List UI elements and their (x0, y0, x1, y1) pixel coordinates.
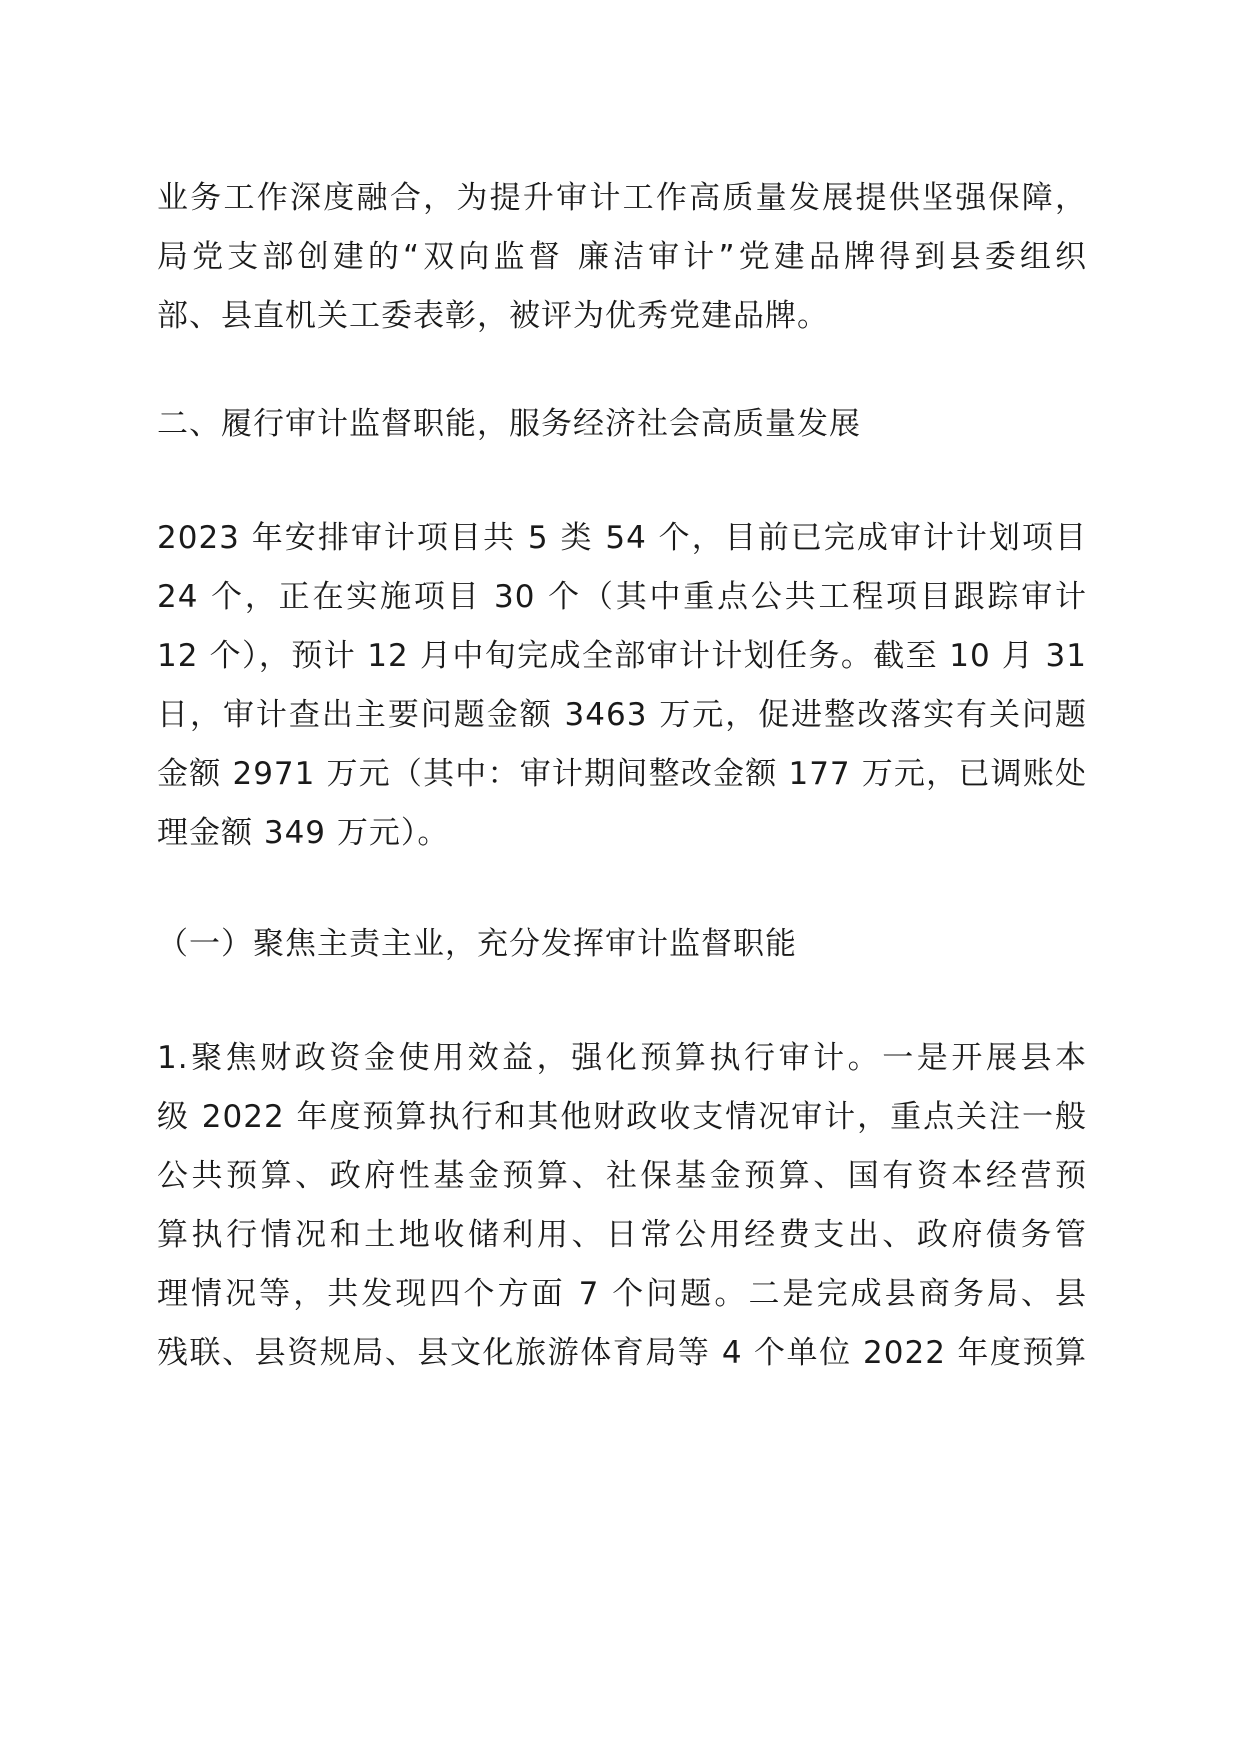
paragraph-line: 级 2022 年度预算执行和其他财政收支情况审计，重点关注一般 (157, 1099, 1087, 1135)
paragraph-line: 24 个，正在实施项目 30 个（其中重点公共工程项目跟踪审计 (157, 579, 1087, 615)
paragraph-line: 1.聚焦财政资金使用效益，强化预算执行审计。一是开展县本 (157, 1040, 1087, 1076)
paragraph-line: 局党支部创建的“双向监督 廉洁审计”党建品牌得到县委组织 (157, 239, 1087, 275)
paragraph-line: 12 个），预计 12 月中旬完成全部审计计划任务。截至 10 月 31 (157, 638, 1087, 674)
paragraph-line: 部、县直机关工委表彰，被评为优秀党建品牌。 (157, 298, 829, 334)
paragraph-line: 理情况等，共发现四个方面 7 个问题。二是完成县商务局、县 (157, 1276, 1087, 1312)
paragraph-line: 业务工作深度融合，为提升审计工作高质量发展提供坚强保障， (157, 180, 1087, 216)
paragraph-line: 理金额 349 万元）。 (157, 815, 450, 851)
paragraph-line: 金额 2971 万元（其中：审计期间整改金额 177 万元，已调账处 (157, 756, 1087, 792)
paragraph-line: 算执行情况和土地收储利用、日常公用经费支出、政府债务管 (157, 1217, 1087, 1253)
paragraph-line: 公共预算、政府性基金预算、社保基金预算、国有资本经营预 (157, 1158, 1087, 1194)
section-heading: 二、履行审计监督职能，服务经济社会高质量发展 (157, 406, 861, 442)
subsection-heading: （一）聚焦主责主业，充分发挥审计监督职能 (157, 926, 797, 962)
paragraph-line: 2023 年安排审计项目共 5 类 54 个，目前已完成审计计划项目 (157, 520, 1087, 556)
paragraph-line: 日，审计查出主要问题金额 3463 万元，促进整改落实有关问题 (157, 697, 1087, 733)
paragraph-line: 残联、县资规局、县文化旅游体育局等 4 个单位 2022 年度预算 (157, 1335, 1087, 1371)
